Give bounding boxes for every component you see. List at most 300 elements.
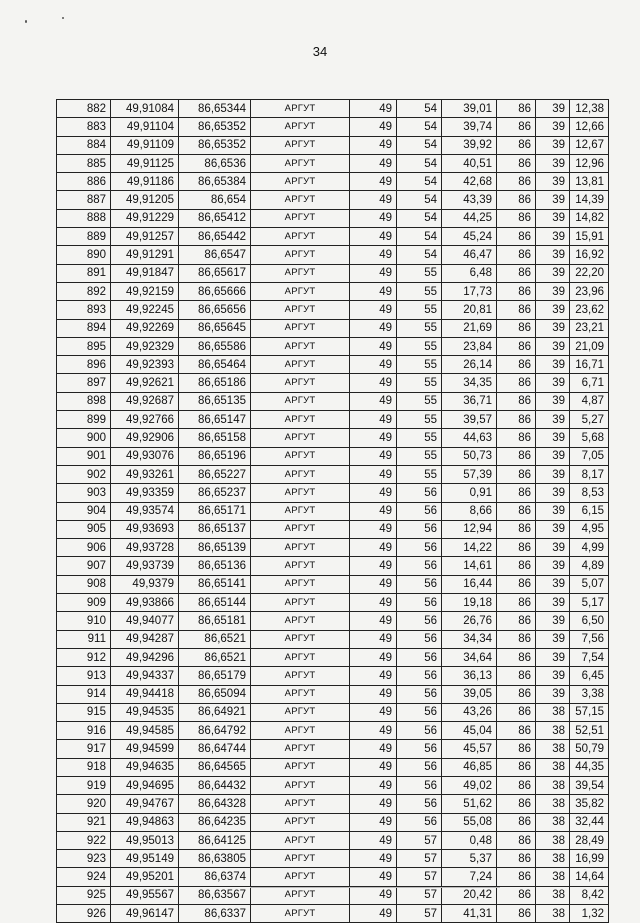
lon-seconds-cell: 12,96	[570, 154, 609, 172]
lon-seconds-cell: 4,87	[570, 392, 609, 410]
lat-degrees-cell: 49	[350, 831, 397, 849]
latitude-cell: 49,92269	[111, 319, 179, 337]
lat-degrees-cell: 49	[350, 282, 397, 300]
lon-degrees-cell: 86	[497, 173, 536, 191]
river-name-cell: АРГУТ	[251, 758, 350, 776]
lon-seconds-cell: 32,44	[570, 813, 609, 831]
lat-degrees-cell: 49	[350, 813, 397, 831]
lat-minutes-cell: 56	[397, 740, 442, 758]
longitude-cell: 86,64328	[179, 795, 251, 813]
lon-minutes-cell: 39	[536, 319, 570, 337]
lat-degrees-cell: 49	[350, 594, 397, 612]
lon-degrees-cell: 86	[497, 886, 536, 904]
lat-seconds-cell: 49,02	[442, 776, 497, 794]
longitude-cell: 86,65139	[179, 539, 251, 557]
river-name-cell: АРГУТ	[251, 831, 350, 849]
longitude-cell: 86,65464	[179, 356, 251, 374]
lon-degrees-cell: 86	[497, 191, 536, 209]
lat-degrees-cell: 49	[350, 392, 397, 410]
lat-seconds-cell: 39,01	[442, 100, 497, 118]
row-number-cell: 911	[57, 630, 111, 648]
lon-degrees-cell: 86	[497, 209, 536, 227]
longitude-cell: 86,64565	[179, 758, 251, 776]
lon-seconds-cell: 22,20	[570, 264, 609, 282]
latitude-cell: 49,95149	[111, 850, 179, 868]
row-number-cell: 908	[57, 575, 111, 593]
lon-seconds-cell: 44,35	[570, 758, 609, 776]
river-name-cell: АРГУТ	[251, 191, 350, 209]
row-number-cell: 912	[57, 648, 111, 666]
river-name-cell: АРГУТ	[251, 630, 350, 648]
lat-degrees-cell: 49	[350, 648, 397, 666]
lat-seconds-cell: 41,31	[442, 905, 497, 923]
river-name-cell: АРГУТ	[251, 776, 350, 794]
lon-minutes-cell: 39	[536, 557, 570, 575]
lon-minutes-cell: 39	[536, 173, 570, 191]
lat-seconds-cell: 39,74	[442, 118, 497, 136]
lat-degrees-cell: 49	[350, 905, 397, 923]
lat-minutes-cell: 56	[397, 722, 442, 740]
lat-seconds-cell: 14,61	[442, 557, 497, 575]
lat-seconds-cell: 12,94	[442, 520, 497, 538]
longitude-cell: 86,65617	[179, 264, 251, 282]
river-name-cell: АРГУТ	[251, 118, 350, 136]
river-name-cell: АРГУТ	[251, 264, 350, 282]
lon-degrees-cell: 86	[497, 648, 536, 666]
table-row	[57, 264, 609, 282]
row-number-cell: 917	[57, 740, 111, 758]
scan-speck	[25, 20, 27, 23]
lat-degrees-cell: 49	[350, 173, 397, 191]
table-row	[57, 813, 609, 831]
lat-seconds-cell: 17,73	[442, 282, 497, 300]
river-name-cell: АРГУТ	[251, 612, 350, 630]
lat-minutes-cell: 56	[397, 575, 442, 593]
lon-seconds-cell: 23,62	[570, 301, 609, 319]
latitude-cell: 49,93359	[111, 484, 179, 502]
river-name-cell: АРГУТ	[251, 905, 350, 923]
lon-degrees-cell: 86	[497, 282, 536, 300]
latitude-cell: 49,91084	[111, 100, 179, 118]
latitude-cell: 49,92621	[111, 374, 179, 392]
table-row	[57, 703, 609, 721]
table-row	[57, 392, 609, 410]
lon-seconds-cell: 16,92	[570, 246, 609, 264]
river-name-cell: АРГУТ	[251, 703, 350, 721]
table-row	[57, 154, 609, 172]
row-number-cell: 897	[57, 374, 111, 392]
lat-seconds-cell: 34,35	[442, 374, 497, 392]
table-row	[57, 722, 609, 740]
lat-minutes-cell: 55	[397, 282, 442, 300]
lat-minutes-cell: 54	[397, 100, 442, 118]
lon-seconds-cell: 6,15	[570, 502, 609, 520]
row-number-cell: 913	[57, 667, 111, 685]
lat-minutes-cell: 56	[397, 612, 442, 630]
row-number-cell: 918	[57, 758, 111, 776]
row-number-cell: 882	[57, 100, 111, 118]
lat-degrees-cell: 49	[350, 465, 397, 483]
river-name-cell: АРГУТ	[251, 209, 350, 227]
lat-minutes-cell: 55	[397, 337, 442, 355]
lon-seconds-cell: 5,17	[570, 594, 609, 612]
row-number-cell: 906	[57, 539, 111, 557]
lat-degrees-cell: 49	[350, 411, 397, 429]
latitude-cell: 49,94077	[111, 612, 179, 630]
longitude-cell: 86,64125	[179, 831, 251, 849]
row-number-cell: 907	[57, 557, 111, 575]
longitude-cell: 86,65137	[179, 520, 251, 538]
river-name-cell: АРГУТ	[251, 557, 350, 575]
row-number-cell: 900	[57, 429, 111, 447]
lat-degrees-cell: 49	[350, 630, 397, 648]
river-name-cell: АРГУТ	[251, 886, 350, 904]
lon-degrees-cell: 86	[497, 100, 536, 118]
lon-minutes-cell: 39	[536, 228, 570, 246]
longitude-cell: 86,65171	[179, 502, 251, 520]
lon-seconds-cell: 4,99	[570, 539, 609, 557]
table-row	[57, 209, 609, 227]
table-row	[57, 228, 609, 246]
river-name-cell: АРГУТ	[251, 465, 350, 483]
latitude-cell: 49,94287	[111, 630, 179, 648]
lon-degrees-cell: 86	[497, 356, 536, 374]
lon-degrees-cell: 86	[497, 905, 536, 923]
river-name-cell: АРГУТ	[251, 813, 350, 831]
river-name-cell: АРГУТ	[251, 319, 350, 337]
table-row	[57, 429, 609, 447]
lon-seconds-cell: 21,09	[570, 337, 609, 355]
row-number-cell: 888	[57, 209, 111, 227]
longitude-cell: 86,6374	[179, 868, 251, 886]
lat-minutes-cell: 57	[397, 850, 442, 868]
lon-degrees-cell: 86	[497, 246, 536, 264]
latitude-cell: 49,95201	[111, 868, 179, 886]
lat-minutes-cell: 56	[397, 539, 442, 557]
table-row	[57, 118, 609, 136]
lon-minutes-cell: 39	[536, 191, 570, 209]
lat-seconds-cell: 5,37	[442, 850, 497, 868]
lon-degrees-cell: 86	[497, 264, 536, 282]
table-row	[57, 136, 609, 154]
lon-degrees-cell: 86	[497, 154, 536, 172]
row-number-cell: 887	[57, 191, 111, 209]
table-row	[57, 868, 609, 886]
river-name-cell: АРГУТ	[251, 100, 350, 118]
lat-degrees-cell: 49	[350, 246, 397, 264]
row-number-cell: 895	[57, 337, 111, 355]
lon-degrees-cell: 86	[497, 447, 536, 465]
lon-minutes-cell: 39	[536, 264, 570, 282]
row-number-cell: 926	[57, 905, 111, 923]
lon-minutes-cell: 39	[536, 356, 570, 374]
lat-degrees-cell: 49	[350, 429, 397, 447]
lon-seconds-cell: 23,21	[570, 319, 609, 337]
table-row	[57, 905, 609, 923]
coordinates-table	[56, 99, 609, 923]
lon-minutes-cell: 39	[536, 282, 570, 300]
lon-seconds-cell: 52,51	[570, 722, 609, 740]
row-number-cell: 884	[57, 136, 111, 154]
river-name-cell: АРГУТ	[251, 740, 350, 758]
lon-degrees-cell: 86	[497, 703, 536, 721]
lat-minutes-cell: 54	[397, 209, 442, 227]
lon-degrees-cell: 86	[497, 813, 536, 831]
lon-minutes-cell: 39	[536, 612, 570, 630]
river-name-cell: АРГУТ	[251, 795, 350, 813]
lat-seconds-cell: 45,04	[442, 722, 497, 740]
latitude-cell: 49,92393	[111, 356, 179, 374]
latitude-cell: 49,94535	[111, 703, 179, 721]
longitude-cell: 86,6521	[179, 630, 251, 648]
lat-minutes-cell: 57	[397, 886, 442, 904]
lon-seconds-cell: 3,38	[570, 685, 609, 703]
row-number-cell: 902	[57, 465, 111, 483]
lat-minutes-cell: 55	[397, 465, 442, 483]
lon-minutes-cell: 39	[536, 392, 570, 410]
lon-seconds-cell: 15,91	[570, 228, 609, 246]
longitude-cell: 86,6521	[179, 648, 251, 666]
lat-minutes-cell: 56	[397, 557, 442, 575]
lat-seconds-cell: 36,13	[442, 667, 497, 685]
lon-minutes-cell: 39	[536, 100, 570, 118]
lon-seconds-cell: 12,38	[570, 100, 609, 118]
lon-minutes-cell: 39	[536, 447, 570, 465]
lon-degrees-cell: 86	[497, 429, 536, 447]
lon-minutes-cell: 38	[536, 868, 570, 886]
row-number-cell: 890	[57, 246, 111, 264]
lon-seconds-cell: 23,96	[570, 282, 609, 300]
lat-minutes-cell: 55	[397, 319, 442, 337]
lon-minutes-cell: 39	[536, 209, 570, 227]
lat-minutes-cell: 55	[397, 264, 442, 282]
longitude-cell: 86,65412	[179, 209, 251, 227]
row-number-cell: 889	[57, 228, 111, 246]
lon-minutes-cell: 38	[536, 795, 570, 813]
latitude-cell: 49,92766	[111, 411, 179, 429]
longitude-cell: 86,65384	[179, 173, 251, 191]
longitude-cell: 86,65186	[179, 374, 251, 392]
lat-minutes-cell: 54	[397, 191, 442, 209]
lat-seconds-cell: 45,24	[442, 228, 497, 246]
lon-degrees-cell: 86	[497, 301, 536, 319]
table-row	[57, 886, 609, 904]
latitude-cell: 49,94337	[111, 667, 179, 685]
lat-degrees-cell: 49	[350, 703, 397, 721]
river-name-cell: АРГУТ	[251, 392, 350, 410]
table-row	[57, 685, 609, 703]
lat-minutes-cell: 54	[397, 154, 442, 172]
lat-seconds-cell: 7,24	[442, 868, 497, 886]
bottom-rule	[250, 887, 500, 888]
lon-minutes-cell: 39	[536, 648, 570, 666]
river-name-cell: АРГУТ	[251, 374, 350, 392]
lon-degrees-cell: 86	[497, 795, 536, 813]
row-number-cell: 901	[57, 447, 111, 465]
latitude-cell: 49,94767	[111, 795, 179, 813]
lon-seconds-cell: 6,45	[570, 667, 609, 685]
row-number-cell: 921	[57, 813, 111, 831]
row-number-cell: 885	[57, 154, 111, 172]
lon-minutes-cell: 39	[536, 337, 570, 355]
latitude-cell: 49,92687	[111, 392, 179, 410]
longitude-cell: 86,64921	[179, 703, 251, 721]
latitude-cell: 49,91291	[111, 246, 179, 264]
row-number-cell: 920	[57, 795, 111, 813]
lat-degrees-cell: 49	[350, 868, 397, 886]
lon-seconds-cell: 4,89	[570, 557, 609, 575]
row-number-cell: 886	[57, 173, 111, 191]
lat-degrees-cell: 49	[350, 575, 397, 593]
river-name-cell: АРГУТ	[251, 246, 350, 264]
lon-minutes-cell: 39	[536, 502, 570, 520]
latitude-cell: 49,94418	[111, 685, 179, 703]
lon-minutes-cell: 38	[536, 758, 570, 776]
lat-degrees-cell: 49	[350, 356, 397, 374]
table-row	[57, 465, 609, 483]
lat-seconds-cell: 20,42	[442, 886, 497, 904]
lon-minutes-cell: 39	[536, 429, 570, 447]
lon-seconds-cell: 12,67	[570, 136, 609, 154]
lat-seconds-cell: 26,14	[442, 356, 497, 374]
lat-degrees-cell: 49	[350, 886, 397, 904]
longitude-cell: 86,65181	[179, 612, 251, 630]
lon-seconds-cell: 39,54	[570, 776, 609, 794]
lat-seconds-cell: 43,39	[442, 191, 497, 209]
table-row	[57, 831, 609, 849]
table-row	[57, 630, 609, 648]
lat-seconds-cell: 8,66	[442, 502, 497, 520]
lon-degrees-cell: 86	[497, 685, 536, 703]
lon-degrees-cell: 86	[497, 776, 536, 794]
latitude-cell: 49,91205	[111, 191, 179, 209]
lat-minutes-cell: 55	[397, 356, 442, 374]
lat-degrees-cell: 49	[350, 118, 397, 136]
lon-degrees-cell: 86	[497, 758, 536, 776]
lat-minutes-cell: 55	[397, 447, 442, 465]
lon-minutes-cell: 38	[536, 722, 570, 740]
river-name-cell: АРГУТ	[251, 722, 350, 740]
scan-speck	[62, 17, 64, 19]
lon-minutes-cell: 38	[536, 831, 570, 849]
longitude-cell: 86,65179	[179, 667, 251, 685]
longitude-cell: 86,6337	[179, 905, 251, 923]
river-name-cell: АРГУТ	[251, 502, 350, 520]
lon-degrees-cell: 86	[497, 337, 536, 355]
table-row	[57, 575, 609, 593]
lat-degrees-cell: 49	[350, 740, 397, 758]
row-number-cell: 893	[57, 301, 111, 319]
row-number-cell: 925	[57, 886, 111, 904]
latitude-cell: 49,91125	[111, 154, 179, 172]
lon-degrees-cell: 86	[497, 136, 536, 154]
page-number: 34	[312, 44, 328, 59]
lat-seconds-cell: 6,48	[442, 264, 497, 282]
row-number-cell: 910	[57, 612, 111, 630]
lat-seconds-cell: 39,57	[442, 411, 497, 429]
lat-minutes-cell: 54	[397, 173, 442, 191]
lat-minutes-cell: 56	[397, 594, 442, 612]
lat-minutes-cell: 54	[397, 246, 442, 264]
lat-seconds-cell: 50,73	[442, 447, 497, 465]
lon-degrees-cell: 86	[497, 630, 536, 648]
lat-degrees-cell: 49	[350, 776, 397, 794]
lon-minutes-cell: 39	[536, 411, 570, 429]
table-row	[57, 795, 609, 813]
lon-minutes-cell: 39	[536, 667, 570, 685]
longitude-cell: 86,65135	[179, 392, 251, 410]
lat-seconds-cell: 20,81	[442, 301, 497, 319]
lat-seconds-cell: 16,44	[442, 575, 497, 593]
lon-seconds-cell: 16,71	[570, 356, 609, 374]
lat-seconds-cell: 19,18	[442, 594, 497, 612]
latitude-cell: 49,91186	[111, 173, 179, 191]
lat-seconds-cell: 40,51	[442, 154, 497, 172]
lat-degrees-cell: 49	[350, 191, 397, 209]
longitude-cell: 86,6536	[179, 154, 251, 172]
longitude-cell: 86,64792	[179, 722, 251, 740]
longitude-cell: 86,64432	[179, 776, 251, 794]
lon-seconds-cell: 50,79	[570, 740, 609, 758]
lat-seconds-cell: 23,84	[442, 337, 497, 355]
lat-degrees-cell: 49	[350, 667, 397, 685]
lat-degrees-cell: 49	[350, 209, 397, 227]
lat-degrees-cell: 49	[350, 557, 397, 575]
lat-minutes-cell: 56	[397, 630, 442, 648]
lat-minutes-cell: 56	[397, 648, 442, 666]
lat-degrees-cell: 49	[350, 795, 397, 813]
latitude-cell: 49,94585	[111, 722, 179, 740]
longitude-cell: 86,65144	[179, 594, 251, 612]
lon-minutes-cell: 39	[536, 246, 570, 264]
lon-minutes-cell: 39	[536, 575, 570, 593]
table-row	[57, 648, 609, 666]
lat-minutes-cell: 56	[397, 685, 442, 703]
table-row	[57, 612, 609, 630]
lon-degrees-cell: 86	[497, 374, 536, 392]
lat-seconds-cell: 0,48	[442, 831, 497, 849]
lon-degrees-cell: 86	[497, 667, 536, 685]
row-number-cell: 914	[57, 685, 111, 703]
lat-seconds-cell: 43,26	[442, 703, 497, 721]
latitude-cell: 49,91229	[111, 209, 179, 227]
lon-seconds-cell: 8,42	[570, 886, 609, 904]
table-body	[57, 100, 609, 923]
longitude-cell: 86,654	[179, 191, 251, 209]
lat-minutes-cell: 56	[397, 520, 442, 538]
table-row	[57, 246, 609, 264]
lon-minutes-cell: 39	[536, 484, 570, 502]
lon-degrees-cell: 86	[497, 228, 536, 246]
table-row	[57, 758, 609, 776]
lon-minutes-cell: 38	[536, 776, 570, 794]
lon-seconds-cell: 8,17	[570, 465, 609, 483]
lat-seconds-cell: 45,57	[442, 740, 497, 758]
lat-minutes-cell: 55	[397, 429, 442, 447]
table-row	[57, 740, 609, 758]
lon-seconds-cell: 5,68	[570, 429, 609, 447]
latitude-cell: 49,91109	[111, 136, 179, 154]
latitude-cell: 49,96147	[111, 905, 179, 923]
river-name-cell: АРГУТ	[251, 447, 350, 465]
table-row	[57, 776, 609, 794]
table-row	[57, 337, 609, 355]
lat-degrees-cell: 49	[350, 228, 397, 246]
lat-minutes-cell: 56	[397, 776, 442, 794]
table-row	[57, 319, 609, 337]
longitude-cell: 86,65227	[179, 465, 251, 483]
lat-minutes-cell: 57	[397, 831, 442, 849]
